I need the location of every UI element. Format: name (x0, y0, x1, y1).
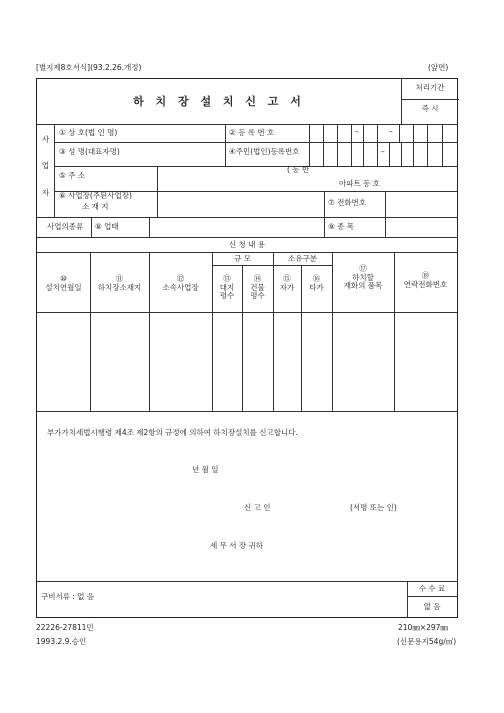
business-type-label: 사업의종류 (47, 222, 84, 231)
address-line-1: ( 동 반 (287, 165, 310, 174)
reporter-label: 신 고 인 (244, 503, 271, 512)
col-contact: ⑱ 연락전화번호 (403, 271, 448, 289)
col-building: ⑭ 건물 평수 (250, 274, 265, 301)
col-own: ⑮ 자가 (279, 274, 295, 292)
fee-value: 없 음 (423, 602, 441, 611)
declaration-date: 년 월 일 (192, 465, 219, 474)
business-label-3: 자 (41, 188, 50, 197)
phone-label: ⑦ 전화번호 (328, 198, 367, 207)
attachments-label: 구비서류 : 없 음 (41, 592, 95, 601)
scale-label: 규 모 (234, 254, 251, 263)
resident-no-dash: – (381, 147, 385, 156)
reg-no-dash-1: – (355, 127, 359, 136)
ownership-label: 소유구분 (288, 254, 317, 263)
item-label: ⑨ 종 목 (328, 222, 354, 231)
application-title: 신 청 내 용 (228, 240, 266, 249)
footer-paper: (신문용지54g/㎡) (397, 637, 457, 646)
col-install-date: ⑩ 설치연월일 (45, 274, 82, 292)
address-label: ⑤ 주 소 (59, 171, 85, 180)
processing-label: 처리기간 (415, 83, 445, 92)
representative-label: ③ 성 명(대표자명) (59, 147, 120, 156)
recipient: 세 무 서 장 귀하 (210, 541, 264, 550)
footer-approval: 1993.2.9.승인 (36, 637, 87, 646)
resident-no-label: ④주민(법인)등록번호 (229, 147, 300, 156)
col-land: ⑬ 대지 평수 (219, 274, 235, 301)
processing-value: 즉 시 (421, 104, 439, 113)
page-side: (앞면) (428, 63, 449, 72)
category-label: ⑧ 업태 (95, 222, 119, 231)
business-label-1: 사 (41, 135, 50, 144)
name-label: ① 상 호(법 인 명) (59, 128, 118, 137)
place-label-1: ⑥ 사업장(주된사업장) (59, 191, 132, 200)
col-location: ⑪ 하치장소재지 (97, 274, 142, 292)
reg-no-label: ② 등 록 번 호 (229, 128, 275, 137)
col-other: ⑯ 타가 (309, 274, 324, 292)
form-number: [별지제8호서식](93.2.26.개정) (36, 63, 142, 72)
form-title: 하 치 장 설 치 신 고 서 (133, 95, 305, 108)
business-label-2: 업 (41, 161, 50, 170)
footer-size: 210㎜×297㎜ (398, 623, 448, 632)
place-label-2: 소 재 지 (82, 202, 109, 211)
form-frame (36, 78, 458, 618)
address-line-2: 아파트 동 호 (339, 179, 380, 188)
declaration-statement: 부가가치세법시행령 제4조 제2항의 규정에 의하여 하치장설치를 신고합니다. (47, 428, 298, 437)
signature-note: (서명 또는 인) (350, 503, 397, 512)
fee-label: 수 수 료 (418, 584, 446, 593)
footer-code: 22226-27811민 (36, 623, 94, 632)
reg-no-dash-2: – (389, 127, 393, 136)
col-business-place: ⑫ 소속사업장 (162, 274, 199, 292)
col-goods: ⑰ 하치할 재화의 품목 (343, 264, 383, 291)
